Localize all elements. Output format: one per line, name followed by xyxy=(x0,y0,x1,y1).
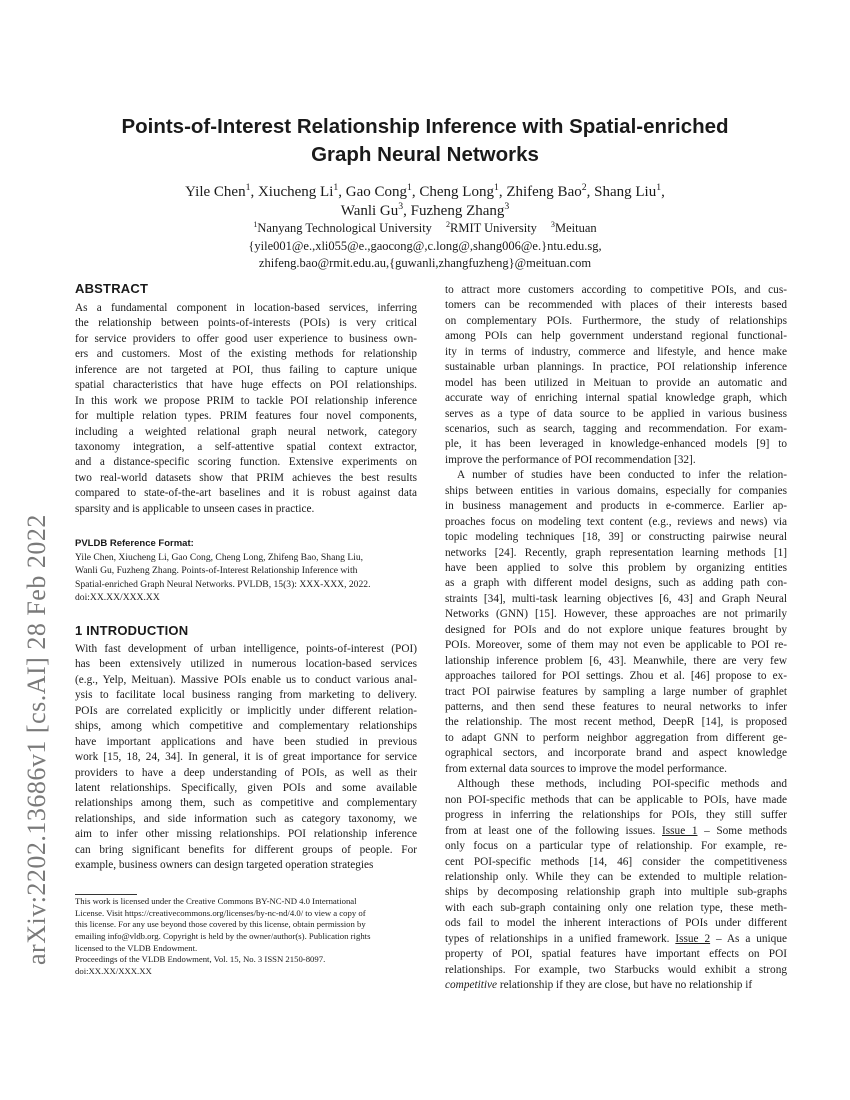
abstract-line: including a weighted relational graph neural network, category xyxy=(75,425,417,438)
introduction-line: ysis to facilitate local business ranging from marketing to delivery. xyxy=(75,689,417,702)
paragraph-line: ships between entities in various domains, especially for companies xyxy=(445,484,787,497)
issues-text: – As a unique xyxy=(710,932,787,945)
issues-line xyxy=(445,978,787,993)
introduction-line: (e.g., Yelp, Meituan). Massive POIs enable us to conduct various anal- xyxy=(75,673,417,686)
author-name: Gao Cong xyxy=(345,184,407,200)
introduction-line: ships, among which competitive and complementary relationships xyxy=(75,720,417,733)
paper-title-line-2: Graph Neural Networks xyxy=(311,143,539,166)
affiliation-marker: 2 xyxy=(445,219,450,229)
emphasized-term: competitive xyxy=(445,979,498,992)
paragraph-line: improve the performance of POI recommendation [32]. xyxy=(445,453,696,466)
paragraph-line: POIs. Moreover, some of them may not even be applicable to POI re- xyxy=(445,639,787,652)
author-affiliation-marker: 2 xyxy=(581,182,587,193)
footnote-line: licensed to the VLDB Endowment. xyxy=(75,942,198,953)
affiliation-organizations xyxy=(60,220,790,238)
introduction-line: aim to infer other missing relationships. POI relationship inference xyxy=(75,828,417,841)
introduction-line: POIs are correlated explicitly or implicitly under different relation- xyxy=(75,704,417,717)
issue-1-label: Issue 1 xyxy=(662,824,698,837)
author-affiliation-marker: 1 xyxy=(245,182,251,193)
abstract-heading: ABSTRACT xyxy=(75,281,149,296)
paper-title xyxy=(60,113,790,169)
license-footnote xyxy=(75,896,417,978)
issues-line: relationships. For example, two Starbucks would exhibit a strong xyxy=(445,963,787,976)
affiliation-marker: 1 xyxy=(253,219,258,229)
abstract-line: compared to state-of-the-art baselines and it is robust against data xyxy=(75,487,417,500)
issues-text: from at least one of the following issues. xyxy=(445,824,662,837)
author-name: Fuzheng Zhang xyxy=(410,203,505,219)
abstract-line: In this work we propose PRIM to tackle POI relationship inference xyxy=(75,394,417,407)
introduction-line: latent relationships. Specifically, given POIs and some available xyxy=(75,781,417,794)
affiliations xyxy=(60,220,790,273)
issues-line: ships by decomposing relationship graph into multiple sub-graphs xyxy=(445,886,787,899)
introduction-body xyxy=(75,642,417,874)
author-name: Shang Liu xyxy=(594,184,657,200)
paragraph-line: designed for POIs and do not explore unique features brought by xyxy=(445,623,787,636)
affiliation-org xyxy=(446,221,537,235)
introduction-line: example, business owners can design targeted operation strategies xyxy=(75,859,374,872)
abstract-line: two real-world datasets show that PRIM achieves the best results xyxy=(75,471,417,484)
related-work-paragraph xyxy=(445,468,787,777)
affiliation-marker: 3 xyxy=(550,219,555,229)
footnote-line: this license. For any use beyond those covered by this license, obtain permission by xyxy=(75,919,366,930)
author-affiliation-marker: 3 xyxy=(504,201,510,212)
affiliation-name: Meituan xyxy=(554,221,597,235)
abstract-line: taxonomy integration, a self-attentive spatial context extractor, xyxy=(75,440,417,453)
reference-line: Wanli Gu, Fuzheng Zhang. Points-of-Interest Relationship Inference with xyxy=(75,565,358,577)
author-name: Yile Chen xyxy=(185,184,246,200)
paragraph-line: ity in terms of industry, commerce and lifestyle, and hence make xyxy=(445,345,787,358)
affiliation-org xyxy=(551,221,597,235)
issues-text: types of relationships in a unified framework. xyxy=(445,932,676,945)
paragraph-line: tomers can be recommended with places of their interests based xyxy=(445,299,787,312)
paragraph-line: the relationship. The most recent method, DeepR [14], is proposed xyxy=(445,716,787,729)
introduction-line: providers to have a deep understanding of POIs, as well as their xyxy=(75,766,417,779)
issues-line: progress in inferring the relationships for POIs, they still suffer xyxy=(445,809,787,822)
paragraph-line: scenarios, such as search, tagging and recommendation. For exam- xyxy=(445,422,787,435)
paragraph-line: model has been utilized in Meituan to provide an automatic and xyxy=(445,376,787,389)
paragraph-line: ple, it has been leveraged in knowledge-enhanced models [9] to xyxy=(445,438,787,451)
paragraph-line: tract POI pairwise features by sampling a large number of graphlet xyxy=(445,685,787,698)
issues-line: non POI-specific methods that can be applicable to POIs, have made xyxy=(445,793,787,806)
paragraph-line: A number of studies have been conducted to infer the relation- xyxy=(457,469,787,482)
affiliation-name: RMIT University xyxy=(450,221,537,235)
paragraph-line: have been applied to solve this problem by organizing entities xyxy=(445,562,787,575)
reference-format-heading: PVLDB Reference Format: xyxy=(75,538,194,549)
introduction-line: work [15, 18, 24, 34]. In general, it is of great importance for service xyxy=(75,751,417,764)
author-line-1: Yile Chen$^1$, Xiucheng Li$^1$, Gao Cong$^1$, Cheng Long$^1$, Zhifeng Bao$^2$, Shang Liu$^1$, xyxy=(185,182,665,200)
issues-line: with each sub-graph containing only one relation type, these meth- xyxy=(445,901,787,914)
paragraph-line: lationship inference problem [6, 43]. Meanwhile, there are very few xyxy=(445,654,787,667)
abstract-body xyxy=(75,301,417,517)
author-name: Zhifeng Bao xyxy=(506,184,582,200)
paragraph-line: accurate way of enriching internal spatial knowledge graph, which xyxy=(445,392,787,405)
abstract-line: ers and customers. Most of the existing methods for relationship xyxy=(75,348,417,361)
paper-title-line-1: Points-of-Interest Relationship Inference with Spatial-enriched xyxy=(121,115,729,138)
issues-line: only focus on a particular type of relationship. For example, re- xyxy=(445,840,787,853)
author-affiliation-marker: 1 xyxy=(656,182,662,193)
footnote-line: License. Visit https://creativecommons.org/licenses/by-nc-nd/4.0/ to view a copy of xyxy=(75,907,366,918)
paragraph-line: from external data sources to improve the model performance. xyxy=(445,762,727,775)
reference-line: Yile Chen, Xiucheng Li, Gao Cong, Cheng Long, Zhifeng Bao, Shang Liu, xyxy=(75,552,364,563)
author-emails-line-1: {yile001@e.,xli055@e.,gaocong@,c.long@,shang006@e.}ntu.edu.sg, xyxy=(248,238,602,253)
intro-paragraph-continued xyxy=(445,283,787,468)
abstract-line: As a fundamental component in location-based services, inferring xyxy=(75,302,417,314)
issues-line: relationship only. While they can be extended to multiple relation- xyxy=(445,871,787,884)
issues-text: – Some methods xyxy=(697,824,787,837)
introduction-line: have important applications and have been studied in previous xyxy=(75,735,417,748)
paragraph-line: sustainable urban plannings. In practice, POI relationship inference xyxy=(445,361,787,374)
introduction-line: has been extensively utilized in numerous location-based services xyxy=(75,658,417,671)
footnote-line: Proceedings of the VLDB Endowment, Vol. 15, No. 3 ISSN 2150-8097. xyxy=(75,954,326,965)
introduction-line: relationships among them, such as competitive and complementary xyxy=(75,797,417,810)
author-affiliation-marker: 1 xyxy=(407,182,412,193)
paragraph-line: to attract more customers according to competitive POIs, and cus- xyxy=(445,284,787,296)
paragraph-line: patterns, and then send these features to neural networks to infer xyxy=(445,700,787,713)
author-list xyxy=(60,183,790,221)
author-emails-line-2: zhifeng.bao@rmit.edu.au,{guwanli,zhangfuzheng}@meituan.com xyxy=(258,256,592,270)
arxiv-identifier-stamp: arXiv:2202.13686v1 [cs.AI] 28 Feb 2022 xyxy=(22,514,51,965)
paragraph-line: approaches tailored for POI settings. Zhou et al. [46] propose to ex- xyxy=(445,670,787,683)
footnote-line: doi:XX.XX/XXX.XX xyxy=(75,966,152,977)
abstract-line: and a distance-specific scoring function. Extensive experiments on xyxy=(75,456,417,469)
footnote-line: This work is licensed under the Creative Commons BY-NC-ND 4.0 International xyxy=(75,896,357,906)
paragraph-line: straints [34], multi-task learning objectives [6, 43] and Graph Neural xyxy=(445,592,787,605)
issues-line: ods fail to model the inherent interactions of POIs under different xyxy=(445,917,787,930)
issues-line: Although these methods, including POI-specific methods and xyxy=(457,778,787,791)
reference-format-body xyxy=(75,551,417,604)
introduction-line: can bring significant benefits for different groups of people. For xyxy=(75,843,417,856)
paragraph-line: ographical sectors, and incorporate brand and aspect knowledge xyxy=(445,747,787,760)
affiliation-name: Nanyang Technological University xyxy=(257,221,432,235)
author-affiliation-marker: 1 xyxy=(493,182,499,193)
paragraph-line: networks [24]. Recently, graph representation learning methods [1] xyxy=(445,546,787,559)
author-affiliation-marker: 1 xyxy=(333,182,339,193)
abstract-line: for service providers to offer good user experience to business own- xyxy=(75,332,417,345)
paragraph-line: serves as a type of data source to be applied in various business xyxy=(445,407,787,420)
issues-line: cent POI-specific methods [14, 46] consider the competitiveness xyxy=(445,855,787,868)
author-name: Cheng Long xyxy=(419,184,494,200)
abstract-line: sparsity and is applicable to unseen cases in practice. xyxy=(75,502,315,515)
author-name: Wanli Gu xyxy=(340,203,399,219)
author-line-2: Wanli Gu$^3$, Fuzheng Zhang$^3$ xyxy=(340,201,510,219)
introduction-heading: 1 INTRODUCTION xyxy=(75,623,189,638)
abstract-line: spatial characteristics that have huge effects on POI relationships. xyxy=(75,379,417,392)
issues-line xyxy=(445,932,787,947)
introduction-line: relationships, and side information such as category taxonomy, we xyxy=(75,812,417,825)
paragraph-line: as a graph with different model designs, such as adding path con- xyxy=(445,577,787,590)
abstract-line: inference are not targeted at POI, thus failing to capture unique xyxy=(75,363,417,376)
paragraph-line: to adapt GNN to perform neighbor aggregation from different ge- xyxy=(445,731,787,744)
reference-line: Spatial-enriched Graph Neural Networks. PVLDB, 15(3): XXX-XXX, 2022. xyxy=(75,578,371,590)
author-name: Xiucheng Li xyxy=(257,184,334,200)
paragraph-line: in business management and products in e-commerce. Earlier ap- xyxy=(445,500,787,513)
abstract-line: for multiple relation types. PRIM features four novel components, xyxy=(75,410,417,423)
footnote-line: emailing info@vldb.org. Copyright is held by the owner/author(s). Publication rights xyxy=(75,931,371,942)
paragraph-line: on complementary POIs. Furthermore, the study of relationships xyxy=(445,314,787,327)
affiliation-org xyxy=(253,221,432,235)
introduction-line: With fast development of urban intelligence, points-of-interest (POI) xyxy=(75,643,417,655)
footnote-rule xyxy=(75,894,137,895)
author-affiliation-marker: 3 xyxy=(398,201,404,212)
issues-paragraph xyxy=(445,777,787,993)
paragraph-line: proaches focus on modeling text content (e.g., reviews and news) via xyxy=(445,515,787,528)
issue-2-label: Issue 2 xyxy=(675,932,711,945)
paragraph-line: topic modeling techniques [18, 39] or constructing pairwise neural xyxy=(445,531,787,544)
issues-line xyxy=(445,824,787,839)
paragraph-line: among POIs can help government understand regional functional- xyxy=(445,330,787,343)
abstract-line: the relationship between points-of-interests (POIs) is very critical xyxy=(75,317,417,330)
issues-line: property of POI, spatial features have important effects on POI xyxy=(445,948,787,961)
reference-line: doi:XX.XX/XXX.XX xyxy=(75,591,160,603)
paragraph-line: Networks (GNN) [15]. However, these approaches are not primarily xyxy=(445,608,787,621)
issues-text: relationship if they are close, but have no relationship if xyxy=(497,979,753,992)
